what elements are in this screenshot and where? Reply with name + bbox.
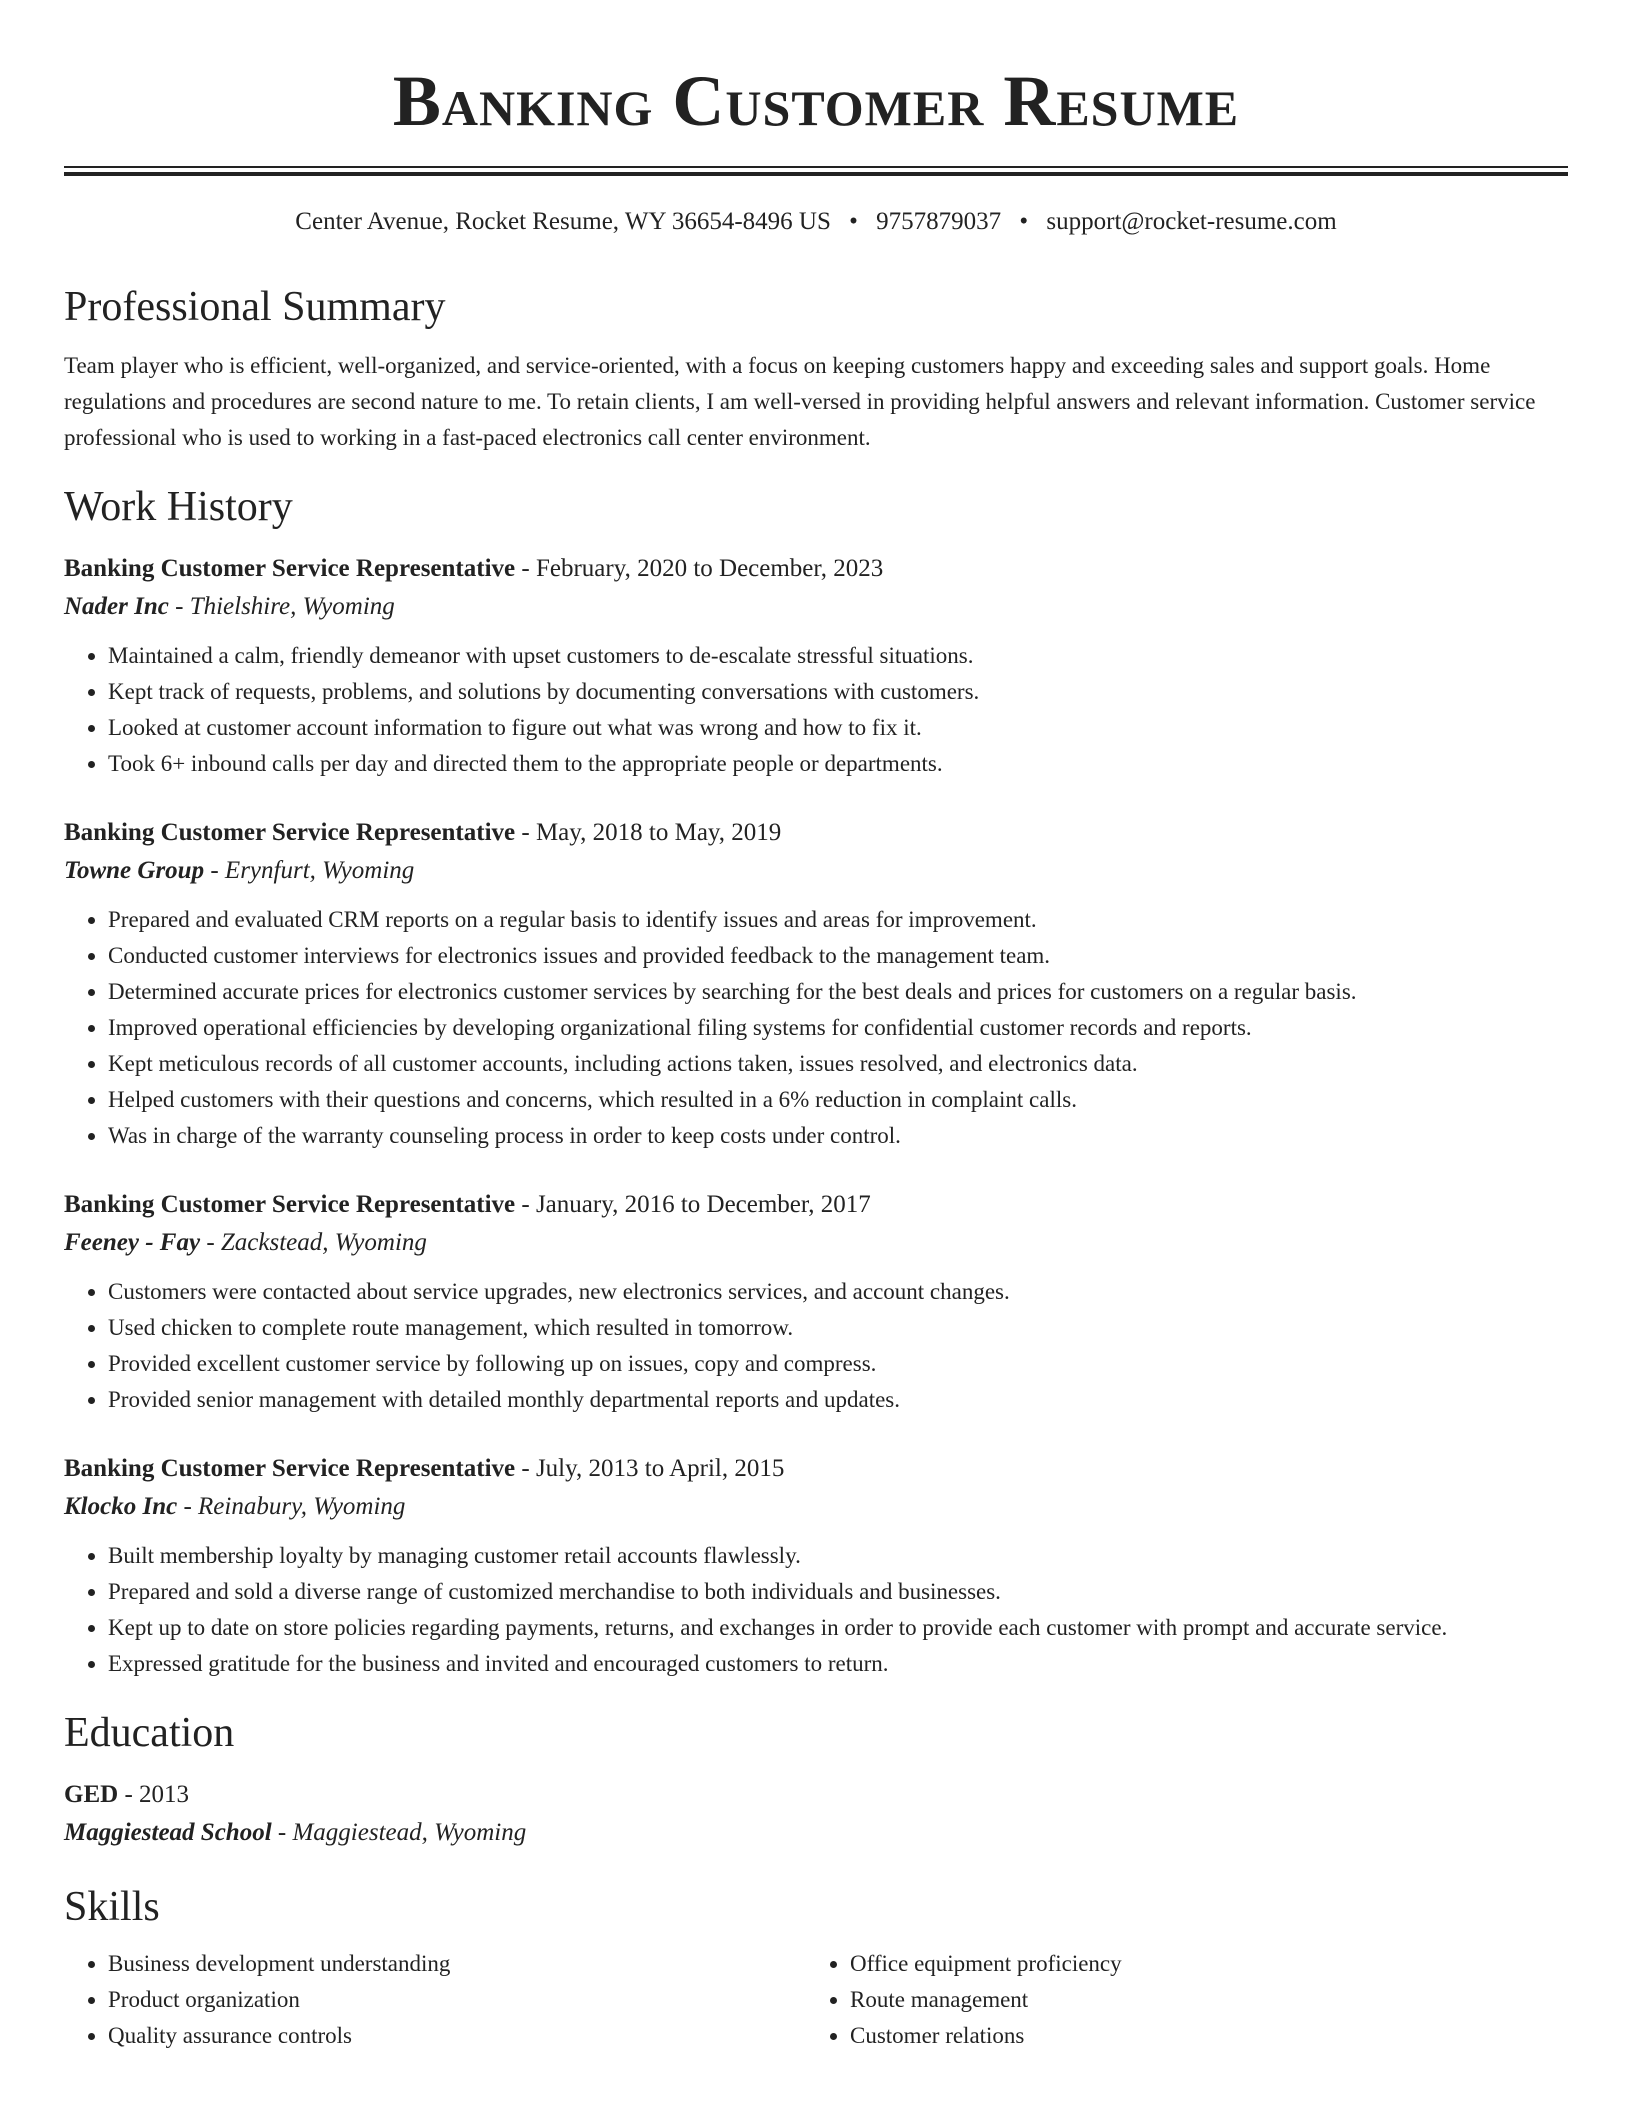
skill-item: • Office equipment proficiency: [850, 1946, 1548, 1982]
degree-name: GED: [64, 1781, 119, 1808]
summary-heading: Professional Summary: [64, 284, 446, 330]
company-name: Feeney - Fay: [64, 1229, 201, 1256]
company-line: [64, 588, 1568, 626]
dash-separator: -: [118, 1781, 140, 1808]
job-title: Banking Customer Service Representative: [64, 1455, 516, 1482]
job-bullet: • Improved operational efficiencies by developing organizational filing systems for confidential customer records and reports.: [108, 1010, 1568, 1046]
job-entry: [64, 814, 1568, 1154]
job-dates: July, 2013 to April, 2015: [535, 1455, 785, 1482]
dash-separator: -: [515, 1455, 536, 1482]
title-divider: [64, 166, 1568, 176]
contact-address: Center Avenue, Rocket Resume, WY 36654-8496 US: [295, 208, 831, 235]
job-title-line: [64, 1450, 1568, 1488]
job-bullet: • Prepared and evaluated CRM reports on a regular basis to identify issues and areas for improvement.: [108, 902, 1568, 938]
contact-email: support@rocket-resume.com: [1046, 208, 1337, 235]
degree-line: [64, 1776, 1568, 1814]
school-name: Maggiestead School: [64, 1819, 272, 1846]
job-bullet: • Kept track of requests, problems, and solutions by documenting conversations with customers.: [108, 674, 1568, 710]
skills-list-left: [64, 1946, 806, 2054]
skill-item: • Product organization: [108, 1982, 806, 2018]
job-bullet: • Kept up to date on store policies regarding payments, returns, and exchanges in order to provide each customer with prompt and accurate service.: [108, 1610, 1568, 1646]
company-line: [64, 852, 1568, 890]
job-dates: January, 2016 to December, 2017: [535, 1191, 871, 1218]
company-location: Erynfurt, Wyoming: [224, 857, 415, 884]
company-name: Towne Group: [64, 857, 205, 884]
company-location: Zackstead, Wyoming: [220, 1229, 427, 1256]
job-dates: May, 2018 to May, 2019: [535, 819, 782, 846]
skills-list-right: [806, 1946, 1548, 2054]
dash-separator: -: [200, 1229, 221, 1256]
job-title: Banking Customer Service Representative: [64, 819, 516, 846]
job-entry: [64, 1186, 1568, 1418]
job-title: Banking Customer Service Representative: [64, 555, 516, 582]
job-title-line: [64, 550, 1568, 588]
education-heading: Education: [64, 1710, 235, 1756]
job-bullet: • Customers were contacted about service upgrades, new electronics services, and account changes.: [108, 1274, 1568, 1310]
skill-item: • Quality assurance controls: [108, 2018, 806, 2054]
skill-item: • Route management: [850, 1982, 1548, 2018]
dash-separator: -: [177, 1493, 199, 1520]
job-bullet-list: [64, 1274, 1568, 1418]
school-location: Maggiestead, Wyoming: [292, 1819, 527, 1846]
company-name: Klocko Inc: [64, 1493, 178, 1520]
dash-separator: -: [515, 1191, 536, 1218]
skills-heading: Skills: [64, 1884, 160, 1930]
company-line: [64, 1488, 1568, 1526]
degree-year: 2013: [139, 1781, 190, 1808]
job-bullet: • Used chicken to complete route management, which resulted in tomorrow.: [108, 1310, 1568, 1346]
job-title-line: [64, 814, 1568, 852]
work-history-heading: Work History: [64, 484, 293, 530]
job-bullet: • Built membership loyalty by managing customer retail accounts flawlessly.: [108, 1538, 1568, 1574]
dash-separator: -: [168, 593, 190, 620]
job-title: Banking Customer Service Representative: [64, 1191, 516, 1218]
contact-separator: •: [1019, 208, 1029, 235]
job-bullet-list: [64, 638, 1568, 782]
job-bullet: • Provided senior management with detailed monthly departmental reports and updates.: [108, 1382, 1568, 1418]
skill-item: • Customer relations: [850, 2018, 1548, 2054]
contact-phone: 9757879037: [876, 208, 1002, 235]
job-bullet-list: [64, 902, 1568, 1154]
job-title-line: [64, 1186, 1568, 1224]
contact-line: [64, 206, 1568, 238]
job-bullet: • Helped customers with their questions and concerns, which resulted in a 6% reduction in complaint calls.: [108, 1082, 1568, 1118]
school-line: [64, 1814, 1568, 1852]
job-bullet: • Maintained a calm, friendly demeanor with upset customers to de-escalate stressful situations.: [108, 638, 1568, 674]
job-bullet: • Was in charge of the warranty counseling process in order to keep costs under control.: [108, 1118, 1568, 1154]
summary-text: Team player who is efficient, well-organized, and service-oriented, with a focus on keeping customers happy and exceeding sales and support goals. Home regulations and procedures are second nature to me. To retain clients, I am well-versed in providing helpful answers and relevant information. Customer service professional who is used to working in a fast-paced electronics call center environment.: [64, 353, 1536, 450]
job-bullet: • Looked at customer account information to figure out what was wrong and how to fix it.: [108, 710, 1568, 746]
dash-separator: -: [271, 1819, 293, 1846]
job-bullet: • Conducted customer interviews for electronics issues and provided feedback to the management team.: [108, 938, 1568, 974]
dash-separator: -: [515, 819, 536, 846]
resume-title: Banking Customer Resume: [392, 61, 1240, 141]
skill-item: • Business development understanding: [108, 1946, 806, 1982]
contact-separator: •: [849, 208, 858, 235]
job-entry: [64, 550, 1568, 782]
company-name: Nader Inc: [64, 593, 169, 620]
company-location: Thielshire, Wyoming: [189, 593, 395, 620]
job-bullet: • Expressed gratitude for the business and invited and encouraged customers to return.: [108, 1646, 1568, 1682]
job-bullet: • Determined accurate prices for electronics customer services by searching for the best deals and prices for customers on a regular basis.: [108, 974, 1568, 1010]
job-dates: February, 2020 to December, 2023: [535, 555, 884, 582]
job-bullet: • Prepared and sold a diverse range of customized merchandise to both individuals and businesses.: [108, 1574, 1568, 1610]
job-bullet-list: [64, 1538, 1568, 1682]
skills-columns: [64, 1946, 1568, 2054]
dash-separator: -: [515, 555, 536, 582]
job-bullet: • Kept meticulous records of all customer accounts, including actions taken, issues resolved, and electronics data.: [108, 1046, 1568, 1082]
dash-separator: -: [204, 857, 225, 884]
company-location: Reinabury, Wyoming: [198, 1493, 406, 1520]
job-bullet: • Took 6+ inbound calls per day and directed them to the appropriate people or departments.: [108, 746, 1568, 782]
education-entry: [64, 1776, 1568, 1852]
job-bullet: • Provided excellent customer service by following up on issues, copy and compress.: [108, 1346, 1568, 1382]
job-entry: [64, 1450, 1568, 1682]
company-line: [64, 1224, 1568, 1262]
